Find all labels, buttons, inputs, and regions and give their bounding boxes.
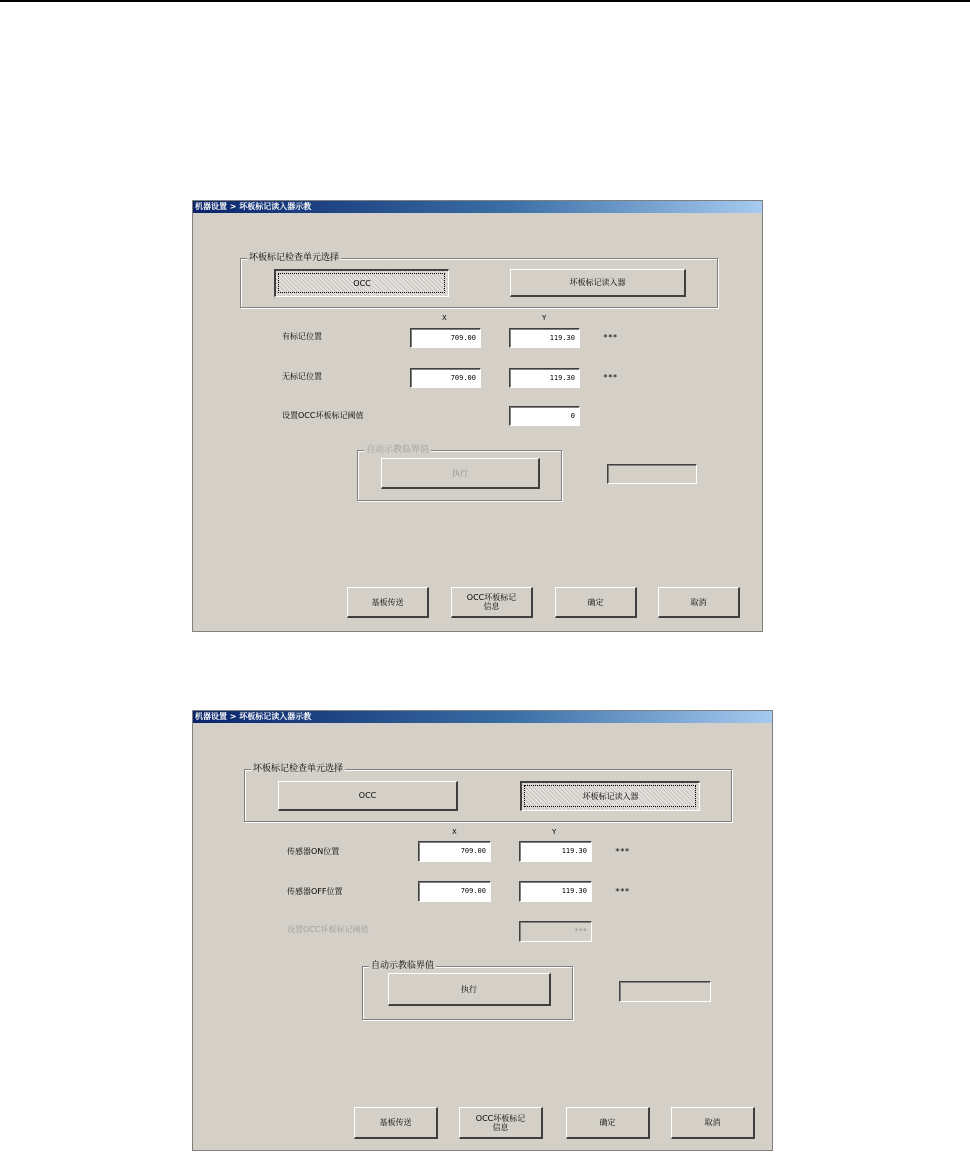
- reader-option-button[interactable]: 坏板标记读入器: [510, 269, 686, 297]
- auto-teach-result-field: [607, 464, 697, 484]
- column-y-label: Y: [542, 314, 547, 322]
- column-y-label: Y: [552, 828, 557, 836]
- mark-position-y-field[interactable]: 119.30: [509, 328, 580, 348]
- mark-position-label: 有标记位置: [282, 332, 322, 341]
- sensor-on-marker: ***: [615, 847, 630, 856]
- dialog-title: 机器设置 > 坏板标记读入器示教: [193, 711, 772, 723]
- occ-option-button[interactable]: OCC: [278, 781, 458, 811]
- dialog-title: 机器设置 > 坏板标记读入器示教: [193, 201, 762, 213]
- sensor-on-position-label: 传感器ON位置: [287, 847, 340, 856]
- column-x-label: X: [452, 828, 457, 836]
- unit-select-label: 坏板标记检查单元选择: [249, 253, 340, 263]
- threshold-field[interactable]: 0: [509, 406, 580, 426]
- cancel-button[interactable]: 取消: [658, 587, 740, 618]
- sensor-on-y-field[interactable]: 119.30: [519, 841, 592, 862]
- cancel-button[interactable]: 取消: [671, 1107, 755, 1139]
- sensor-off-y-field[interactable]: 119.30: [519, 881, 592, 902]
- unit-select-label: 坏板标记检查单元选择: [253, 764, 344, 774]
- occ-option-button[interactable]: OCC: [274, 269, 449, 297]
- threshold-label: 设置OCC坏板标记阈值: [287, 925, 369, 934]
- sensor-off-x-field[interactable]: 709.00: [418, 881, 491, 902]
- occ-info-button[interactable]: OCC坏板标记信息: [459, 1107, 543, 1139]
- dialog-reader-mode: [192, 710, 773, 1151]
- reader-option-button[interactable]: 坏板标记读入器: [520, 781, 700, 811]
- column-x-label: X: [442, 314, 447, 322]
- threshold-label: 设置OCC坏板标记阈值: [282, 411, 364, 420]
- execute-button[interactable]: 执行: [388, 973, 551, 1006]
- no-mark-position-x-field[interactable]: 709.00: [410, 368, 481, 388]
- auto-teach-label: 自动示教临界值: [371, 961, 435, 971]
- mark-position-marker: ***: [603, 333, 618, 342]
- board-transport-button[interactable]: 基板传送: [347, 587, 429, 618]
- execute-button[interactable]: 执行: [381, 458, 540, 489]
- occ-info-button[interactable]: OCC坏板标记信息: [451, 587, 533, 618]
- ok-button[interactable]: 确定: [555, 587, 637, 618]
- sensor-off-position-label: 传感器OFF位置: [287, 887, 343, 896]
- no-mark-position-y-field[interactable]: 119.30: [509, 368, 580, 388]
- auto-teach-label: 自动示教临界值: [366, 445, 430, 455]
- threshold-field: ***: [519, 921, 592, 942]
- sensor-off-marker: ***: [615, 887, 630, 896]
- ok-button[interactable]: 确定: [566, 1107, 650, 1139]
- no-mark-position-label: 无标记位置: [282, 372, 322, 381]
- dialog-occ-mode: [192, 200, 763, 632]
- mark-position-x-field[interactable]: 709.00: [410, 328, 481, 348]
- no-mark-position-marker: ***: [603, 373, 618, 382]
- auto-teach-result-field: [619, 981, 711, 1002]
- sensor-on-x-field[interactable]: 709.00: [418, 841, 491, 862]
- page-top-rule: [0, 0, 970, 2]
- board-transport-button[interactable]: 基板传送: [354, 1107, 438, 1139]
